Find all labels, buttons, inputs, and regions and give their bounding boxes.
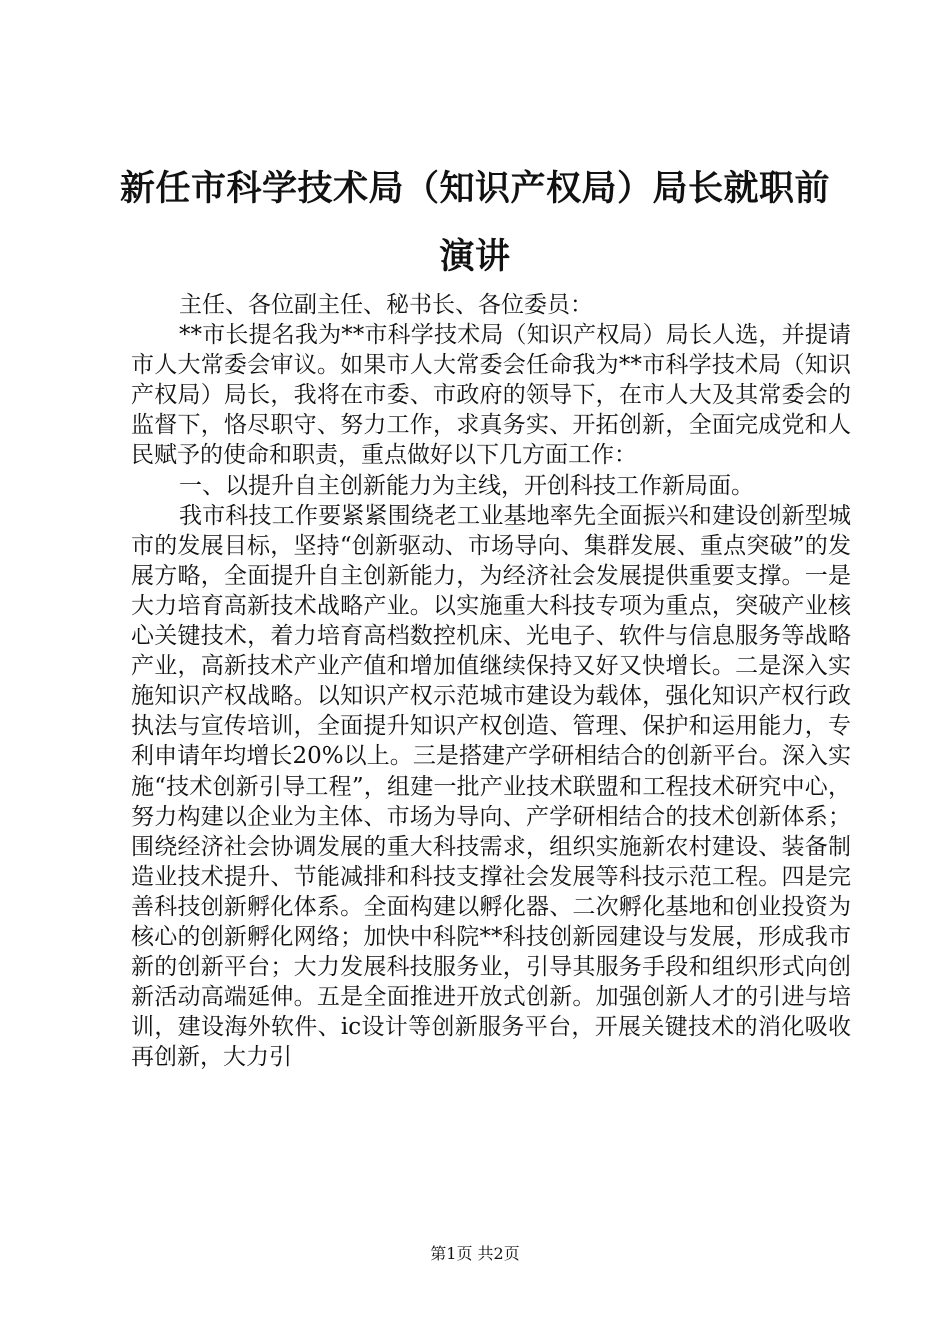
- title-line-1: 新任市科学技术局（知识产权局）局长就职前: [119, 169, 830, 209]
- document-body: [131, 290, 851, 1072]
- salutation-paragraph: 主任、各位副主任、秘书长、各位委员：: [179, 292, 593, 318]
- body-paragraph: 我市科技工作要紧紧围绕老工业基地率先全面振兴和建设创新型城市的发展目标，坚持“创新驱动、市场导向、集群发展、重点突破”的发展方略，全面提升自主创新能力，为经济社会发展提供重要支撑。一是大力培育高新技术战略产业。以实施重大科技专项为重点，突破产业核心关键技术，着力培育高档数控机床、光电子、软件与信息服务等战略产业，高新技术产业产值和增加值继续保持又好又快增长。二是深入实施知识产权战略。以知识产权示范城市建设为载体，强化知识产权行政执法与宣传培训，全面提升知识产权创造、管理、保护和运用能力，专利申请年均增长20%以上。三是搭建产学研相结合的创新平台。深入实施“技术创新引导工程”，组建一批产业技术联盟和工程技术研究中心，努力构建以企业为主体、市场为导向、产学研相结合的技术创新体系；围绕经济社会协调发展的重大科技需求，组织实施新农村建设、装备制造业技术提升、节能减排和科技支撑社会发展等科技示范工程。四是完善科技创新孵化体系。全面构建以孵化器、二次孵化基地和创业投资为核心的创新孵化网络；加快中科院**科技创新园建设与发展，形成我市新的创新平台；大力发展科技服务业，引导其服务手段和组织形式向创新活动高端延伸。五是全面推进开放式创新。加强创新人才的引进与培训，建设海外软件、ic设计等创新服务平台，开展关键技术的消化吸收再创新，大力引: [131, 502, 851, 1071]
- title-line-2: 演讲: [439, 237, 511, 277]
- section-heading: 一、以提升自主创新能力为主线，开创科技工作新局面。: [179, 472, 754, 499]
- intro-paragraph: **市长提名我为**市科学技术局（知识产权局）局长人选，并提请市人大常委会审议。如果市人大常委会任命我为**市科学技术局（知识产权局）局长，我将在市委、市政府的领导下，在市人大及其常委会的监督下，恪尽职守、努力工作，求真务实、开拓创新，全面完成党和人民赋予的使命和职责，重点做好以下几方面工作：: [131, 322, 851, 469]
- document-title: [100, 155, 850, 291]
- page-number: 第1页 共2页: [430, 1244, 520, 1263]
